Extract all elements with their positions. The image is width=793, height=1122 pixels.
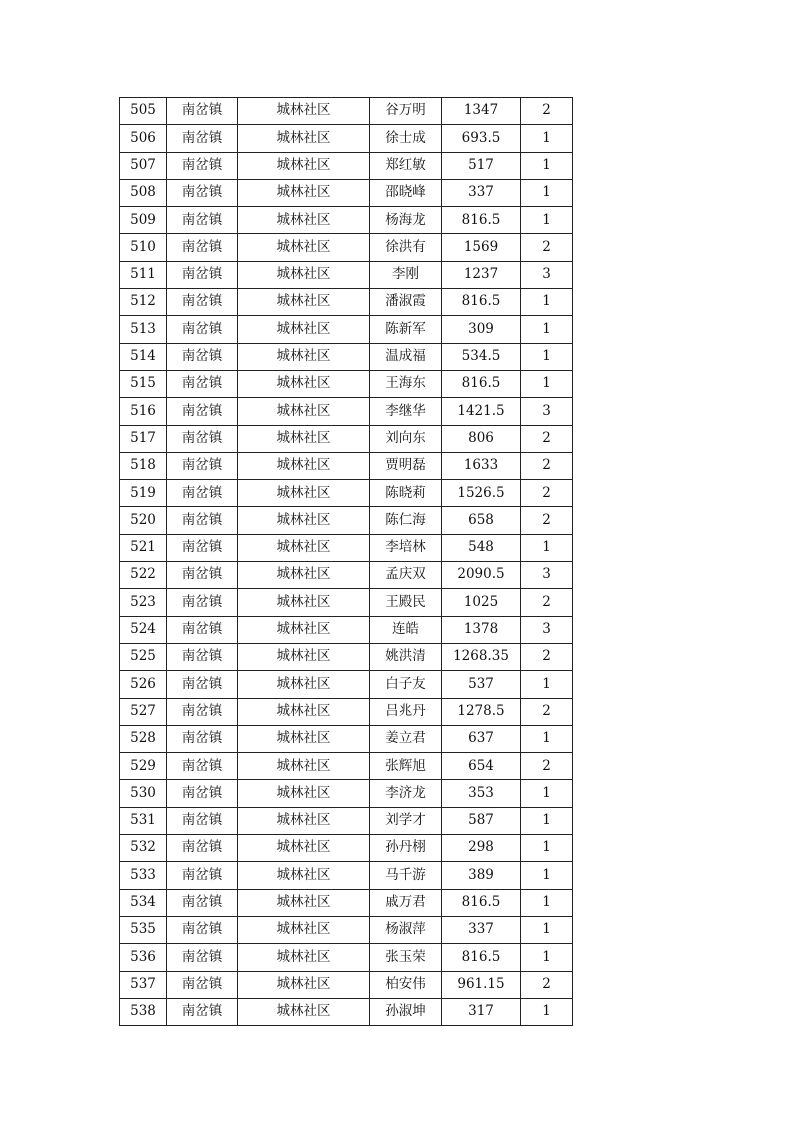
row-number-cell: 535 [120,916,167,943]
row-number-cell: 505 [120,98,167,125]
town-cell: 南岔镇 [167,343,238,370]
community-cell: 城林社区 [238,753,370,780]
town-cell: 南岔镇 [167,835,238,862]
name-cell: 白子友 [370,671,442,698]
row-number-cell: 509 [120,207,167,234]
row-number-cell: 510 [120,234,167,261]
town-cell: 南岔镇 [167,944,238,971]
community-cell: 城林社区 [238,889,370,916]
count-cell: 2 [521,698,573,725]
town-cell: 南岔镇 [167,589,238,616]
table-row [120,179,573,206]
community-cell: 城林社区 [238,534,370,561]
town-cell: 南岔镇 [167,398,238,425]
row-number-cell: 508 [120,179,167,206]
count-cell: 1 [521,807,573,834]
table-row [120,425,573,452]
roster-table [119,97,573,1026]
count-cell: 2 [521,643,573,670]
town-cell: 南岔镇 [167,725,238,752]
amount-cell: 654 [442,753,521,780]
count-cell: 1 [521,862,573,889]
amount-cell: 1421.5 [442,398,521,425]
count-cell: 1 [521,207,573,234]
count-cell: 1 [521,370,573,397]
town-cell: 南岔镇 [167,616,238,643]
town-cell: 南岔镇 [167,289,238,316]
row-number-cell: 532 [120,835,167,862]
amount-cell: 816.5 [442,889,521,916]
community-cell: 城林社区 [238,234,370,261]
row-number-cell: 514 [120,343,167,370]
town-cell: 南岔镇 [167,753,238,780]
community-cell: 城林社区 [238,971,370,998]
name-cell: 谷万明 [370,98,442,125]
count-cell: 1 [521,998,573,1025]
amount-cell: 1378 [442,616,521,643]
count-cell: 3 [521,398,573,425]
row-number-cell: 530 [120,780,167,807]
table-row [120,698,573,725]
name-cell: 王海东 [370,370,442,397]
count-cell: 1 [521,780,573,807]
community-cell: 城林社区 [238,316,370,343]
row-number-cell: 511 [120,261,167,288]
name-cell: 杨海龙 [370,207,442,234]
community-cell: 城林社区 [238,289,370,316]
row-number-cell: 523 [120,589,167,616]
name-cell: 杨淑萍 [370,916,442,943]
town-cell: 南岔镇 [167,698,238,725]
amount-cell: 537 [442,671,521,698]
row-number-cell: 518 [120,452,167,479]
count-cell: 2 [521,971,573,998]
community-cell: 城林社区 [238,480,370,507]
table-row [120,207,573,234]
amount-cell: 961.15 [442,971,521,998]
community-cell: 城林社区 [238,452,370,479]
name-cell: 柏安伟 [370,971,442,998]
count-cell: 1 [521,944,573,971]
row-number-cell: 528 [120,725,167,752]
amount-cell: 1278.5 [442,698,521,725]
table-row [120,234,573,261]
row-number-cell: 534 [120,889,167,916]
amount-cell: 548 [442,534,521,561]
row-number-cell: 537 [120,971,167,998]
count-cell: 2 [521,589,573,616]
count-cell: 2 [521,507,573,534]
name-cell: 戚万君 [370,889,442,916]
town-cell: 南岔镇 [167,807,238,834]
amount-cell: 337 [442,179,521,206]
amount-cell: 693.5 [442,125,521,152]
name-cell: 吕兆丹 [370,698,442,725]
amount-cell: 517 [442,152,521,179]
count-cell: 2 [521,753,573,780]
name-cell: 邵晓峰 [370,179,442,206]
community-cell: 城林社区 [238,616,370,643]
table-row [120,835,573,862]
community-cell: 城林社区 [238,998,370,1025]
community-cell: 城林社区 [238,98,370,125]
table-row [120,862,573,889]
name-cell: 郑红敏 [370,152,442,179]
amount-cell: 1347 [442,98,521,125]
community-cell: 城林社区 [238,725,370,752]
community-cell: 城林社区 [238,507,370,534]
name-cell: 贾明磊 [370,452,442,479]
amount-cell: 1526.5 [442,480,521,507]
name-cell: 孙淑坤 [370,998,442,1025]
row-number-cell: 516 [120,398,167,425]
name-cell: 张玉荣 [370,944,442,971]
name-cell: 徐士成 [370,125,442,152]
name-cell: 温成福 [370,343,442,370]
count-cell: 1 [521,343,573,370]
town-cell: 南岔镇 [167,98,238,125]
name-cell: 张辉旭 [370,753,442,780]
table-row [120,452,573,479]
count-cell: 1 [521,179,573,206]
table-row [120,343,573,370]
town-cell: 南岔镇 [167,152,238,179]
community-cell: 城林社区 [238,370,370,397]
amount-cell: 587 [442,807,521,834]
table-row [120,589,573,616]
amount-cell: 389 [442,862,521,889]
count-cell: 1 [521,835,573,862]
name-cell: 姜立君 [370,725,442,752]
row-number-cell: 526 [120,671,167,698]
amount-cell: 816.5 [442,370,521,397]
table-row [120,152,573,179]
community-cell: 城林社区 [238,807,370,834]
count-cell: 2 [521,480,573,507]
count-cell: 1 [521,725,573,752]
town-cell: 南岔镇 [167,370,238,397]
town-cell: 南岔镇 [167,261,238,288]
table-row [120,316,573,343]
table-row [120,398,573,425]
row-number-cell: 519 [120,480,167,507]
amount-cell: 317 [442,998,521,1025]
name-cell: 姚洪清 [370,643,442,670]
table-row [120,971,573,998]
community-cell: 城林社区 [238,589,370,616]
count-cell: 1 [521,671,573,698]
row-number-cell: 529 [120,753,167,780]
community-cell: 城林社区 [238,698,370,725]
name-cell: 李培林 [370,534,442,561]
name-cell: 陈仁海 [370,507,442,534]
row-number-cell: 525 [120,643,167,670]
table-row [120,534,573,561]
community-cell: 城林社区 [238,916,370,943]
town-cell: 南岔镇 [167,125,238,152]
table-row [120,480,573,507]
count-cell: 1 [521,534,573,561]
table-row [120,261,573,288]
amount-cell: 2090.5 [442,562,521,589]
row-number-cell: 533 [120,862,167,889]
community-cell: 城林社区 [238,398,370,425]
town-cell: 南岔镇 [167,507,238,534]
count-cell: 2 [521,425,573,452]
amount-cell: 353 [442,780,521,807]
community-cell: 城林社区 [238,425,370,452]
row-number-cell: 517 [120,425,167,452]
name-cell: 孙丹栩 [370,835,442,862]
row-number-cell: 522 [120,562,167,589]
row-number-cell: 513 [120,316,167,343]
table-row [120,370,573,397]
community-cell: 城林社区 [238,671,370,698]
count-cell: 1 [521,152,573,179]
table-row [120,507,573,534]
count-cell: 3 [521,261,573,288]
table-row [120,998,573,1025]
amount-cell: 1025 [442,589,521,616]
community-cell: 城林社区 [238,207,370,234]
community-cell: 城林社区 [238,862,370,889]
table-row [120,125,573,152]
count-cell: 1 [521,289,573,316]
amount-cell: 1268.35 [442,643,521,670]
name-cell: 陈新军 [370,316,442,343]
name-cell: 刘学才 [370,807,442,834]
count-cell: 1 [521,916,573,943]
amount-cell: 1237 [442,261,521,288]
community-cell: 城林社区 [238,780,370,807]
table-row [120,780,573,807]
town-cell: 南岔镇 [167,916,238,943]
row-number-cell: 512 [120,289,167,316]
row-number-cell: 521 [120,534,167,561]
town-cell: 南岔镇 [167,643,238,670]
amount-cell: 816.5 [442,289,521,316]
row-number-cell: 524 [120,616,167,643]
table-row [120,753,573,780]
town-cell: 南岔镇 [167,316,238,343]
amount-cell: 816.5 [442,207,521,234]
row-number-cell: 538 [120,998,167,1025]
amount-cell: 1569 [442,234,521,261]
community-cell: 城林社区 [238,562,370,589]
count-cell: 1 [521,889,573,916]
table-row [120,916,573,943]
town-cell: 南岔镇 [167,207,238,234]
town-cell: 南岔镇 [167,889,238,916]
community-cell: 城林社区 [238,643,370,670]
community-cell: 城林社区 [238,835,370,862]
name-cell: 马千游 [370,862,442,889]
row-number-cell: 515 [120,370,167,397]
name-cell: 李继华 [370,398,442,425]
name-cell: 徐洪有 [370,234,442,261]
row-number-cell: 506 [120,125,167,152]
count-cell: 1 [521,125,573,152]
amount-cell: 658 [442,507,521,534]
count-cell: 1 [521,316,573,343]
amount-cell: 806 [442,425,521,452]
community-cell: 城林社区 [238,125,370,152]
town-cell: 南岔镇 [167,425,238,452]
community-cell: 城林社区 [238,152,370,179]
row-number-cell: 531 [120,807,167,834]
roster-table-body [120,98,573,1026]
amount-cell: 816.5 [442,944,521,971]
town-cell: 南岔镇 [167,234,238,261]
table-row [120,562,573,589]
amount-cell: 1633 [442,452,521,479]
town-cell: 南岔镇 [167,671,238,698]
amount-cell: 337 [442,916,521,943]
count-cell: 2 [521,234,573,261]
name-cell: 刘向东 [370,425,442,452]
table-row [120,671,573,698]
name-cell: 陈晓莉 [370,480,442,507]
town-cell: 南岔镇 [167,534,238,561]
town-cell: 南岔镇 [167,562,238,589]
town-cell: 南岔镇 [167,971,238,998]
count-cell: 3 [521,562,573,589]
count-cell: 2 [521,452,573,479]
amount-cell: 637 [442,725,521,752]
table-row [120,616,573,643]
amount-cell: 309 [442,316,521,343]
community-cell: 城林社区 [238,343,370,370]
town-cell: 南岔镇 [167,480,238,507]
town-cell: 南岔镇 [167,179,238,206]
table-row [120,944,573,971]
table-row [120,807,573,834]
table-row [120,643,573,670]
community-cell: 城林社区 [238,261,370,288]
community-cell: 城林社区 [238,179,370,206]
name-cell: 李济龙 [370,780,442,807]
row-number-cell: 527 [120,698,167,725]
table-row [120,725,573,752]
table-row [120,289,573,316]
row-number-cell: 536 [120,944,167,971]
name-cell: 王殿民 [370,589,442,616]
count-cell: 3 [521,616,573,643]
row-number-cell: 507 [120,152,167,179]
town-cell: 南岔镇 [167,862,238,889]
amount-cell: 534.5 [442,343,521,370]
town-cell: 南岔镇 [167,998,238,1025]
count-cell: 2 [521,98,573,125]
table-row [120,98,573,125]
name-cell: 潘淑霞 [370,289,442,316]
name-cell: 李刚 [370,261,442,288]
community-cell: 城林社区 [238,944,370,971]
town-cell: 南岔镇 [167,452,238,479]
amount-cell: 298 [442,835,521,862]
town-cell: 南岔镇 [167,780,238,807]
name-cell: 孟庆双 [370,562,442,589]
table-row [120,889,573,916]
name-cell: 连皓 [370,616,442,643]
row-number-cell: 520 [120,507,167,534]
